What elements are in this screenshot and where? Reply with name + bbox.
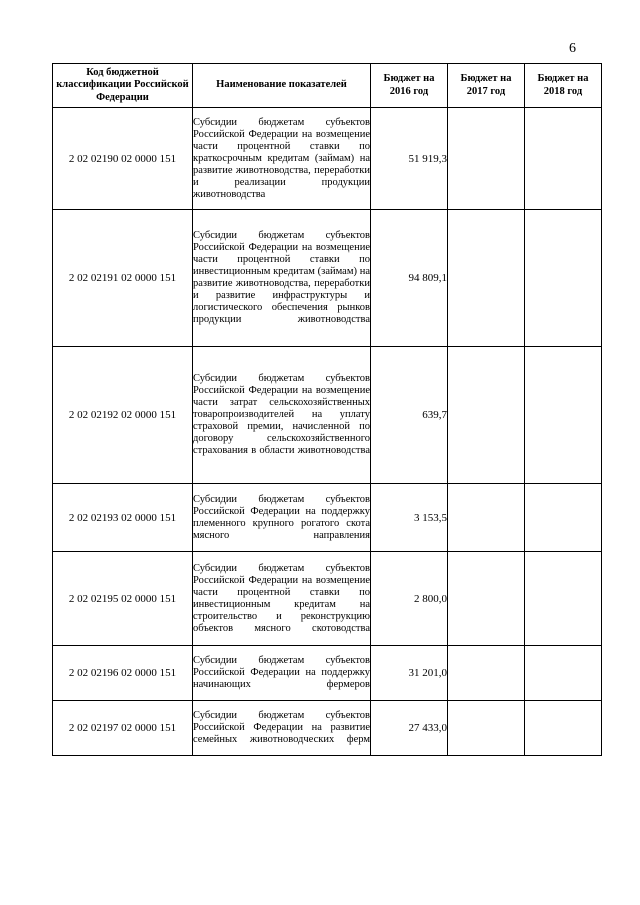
row-name: Субсидии бюджетам субъектов Российской Федерации на возмещение части процентной ставки по краткосрочным кредитам (займам) на развитие животноводства, переработки и реализации продукции животноводства [193, 108, 371, 210]
row-budget-2016: 94 809,1 [371, 210, 448, 347]
row-code: 2 02 02190 02 0000 151 [53, 108, 193, 210]
row-name: Субсидии бюджетам субъектов Российской Федерации на возмещение части процентной ставки по инвестиционным кредитам на строительство и реконструкцию объектов мясного скотоводства [193, 552, 371, 646]
row-code: 2 02 02191 02 0000 151 [53, 210, 193, 347]
header-code: Код бюджетной классификации Российской Федерации [53, 64, 193, 108]
row-budget-2017 [448, 484, 525, 552]
table-row [53, 646, 602, 701]
row-name: Субсидии бюджетам субъектов Российской Федерации на развитие семейных животноводческих ферм [193, 701, 371, 756]
row-code: 2 02 02197 02 0000 151 [53, 701, 193, 756]
row-budget-2017 [448, 552, 525, 646]
row-budget-2016: 27 433,0 [371, 701, 448, 756]
budget-table [52, 63, 602, 756]
row-code: 2 02 02193 02 0000 151 [53, 484, 193, 552]
row-budget-2017 [448, 108, 525, 210]
row-budget-2016: 639,7 [371, 347, 448, 484]
header-budget-2018: Бюджет на 2018 год [525, 64, 602, 108]
row-name: Субсидии бюджетам субъектов Российской Федерации на поддержку начинающих фермеров [193, 646, 371, 701]
header-budget-2016: Бюджет на 2016 год [371, 64, 448, 108]
row-budget-2016: 31 201,0 [371, 646, 448, 701]
row-budget-2016: 51 919,3 [371, 108, 448, 210]
row-name: Субсидии бюджетам субъектов Российской Федерации на возмещение части процентной ставки по инвестиционным кредитам (займам) на развитие животноводства, переработки и развитие инфраструктуры и логистического обеспечения рынков продукции животноводства [193, 210, 371, 347]
row-budget-2018 [525, 108, 602, 210]
row-budget-2017 [448, 701, 525, 756]
row-budget-2018 [525, 701, 602, 756]
row-budget-2017 [448, 210, 525, 347]
row-budget-2018 [525, 210, 602, 347]
row-code: 2 02 02195 02 0000 151 [53, 552, 193, 646]
row-budget-2017 [448, 646, 525, 701]
row-code: 2 02 02196 02 0000 151 [53, 646, 193, 701]
row-budget-2017 [448, 347, 525, 484]
table-row [53, 552, 602, 646]
table-row [53, 210, 602, 347]
table-row [53, 701, 602, 756]
header-budget-2017: Бюджет на 2017 год [448, 64, 525, 108]
row-budget-2016: 2 800,0 [371, 552, 448, 646]
table-row [53, 484, 602, 552]
table-row [53, 347, 602, 484]
row-name: Субсидии бюджетам субъектов Российской Федерации на поддержку племенного крупного рогатого скота мясного направления [193, 484, 371, 552]
table-row [53, 108, 602, 210]
row-budget-2016: 3 153,5 [371, 484, 448, 552]
row-budget-2018 [525, 484, 602, 552]
table-header-row [53, 64, 602, 108]
page-number: 6 [569, 41, 576, 56]
header-name: Наименование показателей [193, 64, 371, 108]
row-budget-2018 [525, 552, 602, 646]
row-budget-2018 [525, 646, 602, 701]
row-code: 2 02 02192 02 0000 151 [53, 347, 193, 484]
row-name: Субсидии бюджетам субъектов Российской Федерации на возмещение части затрат сельскохозяйственных товаропроизводителей на уплату страховой премии, начисленной по договору сельскохозяйственного страхования в области животноводства [193, 347, 371, 484]
row-budget-2018 [525, 347, 602, 484]
